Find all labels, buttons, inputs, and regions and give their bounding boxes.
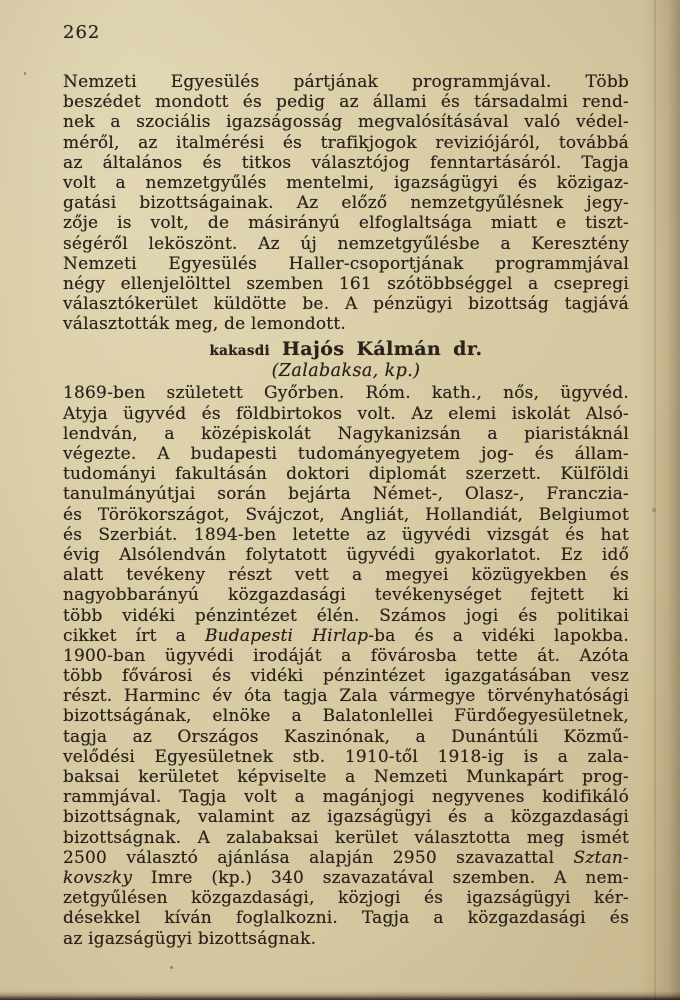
text-line: választókerület küldötte be. A pénzügyi bizottság tagjává <box>63 294 629 315</box>
text-line: kovszky Imre (kp.) 340 szavazatával szemben. A nem- <box>63 867 629 888</box>
text-line: désekkel kíván foglalkozni. Tagja a közgazdasági és <box>63 908 629 929</box>
entry-heading <box>63 337 629 361</box>
text-line: Nemzeti Egyesülés pártjának programmjával. Több <box>63 72 629 92</box>
text-line: és Törökországot, Svájczot, Angliát, Hollandiát, Belgiumot <box>63 504 629 525</box>
text-line: és Szerbiát. 1894-ben letette az ügyvédi vizsgát és hat <box>63 524 629 545</box>
text-line: tanulmányútjai során bejárta Német-, Olasz-, Franczia- <box>63 484 629 505</box>
text-line: bizottságnak, valamint az igazságügyi és a közgazdasági <box>63 807 629 828</box>
text-line: alatt tevékeny részt vett a megyei közügyekben és <box>63 565 629 586</box>
paper-speck <box>24 72 26 75</box>
text-line: 2500 választó ajánlása alapján 2950 szavazattal Sztan- <box>63 847 629 868</box>
text-line: tudományi fakultásán doktori diplomát szerzett. Külföldi <box>63 464 629 485</box>
text-line: lendván, a középiskolát Nagykanizsán a piaristáknál <box>63 423 629 444</box>
text-line: több vidéki pénzintézet élén. Számos jogi és politikai <box>63 605 629 626</box>
text-line: gatási bizottságainak. Az előző nemzetgyűlésnek jegy- <box>63 193 629 214</box>
text-line: rammjával. Tagja volt a magánjogi negyvenes kodifikáló <box>63 787 629 808</box>
text-line: választották meg, de lemondott. <box>63 314 346 335</box>
text-line: részt. Harminc év óta tagja Zala vármegye törvényhatósági <box>63 686 629 707</box>
text-line: tagja az Országos Kaszinónak, a Dunántúli Közmű- <box>63 726 629 747</box>
text-line: nagyobbarányú közgazdasági tevékenységet fejtett ki <box>63 585 629 606</box>
text-line: az általános és titkos választójog fenntartásáról. Tagja <box>63 152 629 173</box>
text-line: Atyja ügyvéd és földbirtokos volt. Az elemi iskolát Alsó- <box>63 403 629 424</box>
page-right-groove <box>654 0 656 1000</box>
text-line: négy ellenjelölttel szemben 161 szótöbbséggel a csepregi <box>63 273 629 294</box>
page-text-block <box>63 72 629 949</box>
text-line: velődési Egyesületnek stb. 1910-től 1918-ig is a zala- <box>63 746 629 767</box>
text-line: beszédet mondott és pedig az állami és társadalmi rend- <box>63 92 629 113</box>
page-bottom-edge <box>0 991 680 1000</box>
text-line: ségéről leköszönt. Az új nemzetgyűlésbe a Keresztény <box>63 233 629 254</box>
text-line: bizottságának, elnöke a Balatonlellei Fürdőegyesületnek, <box>63 706 629 727</box>
text-line: méről, az italmérési és trafikjogok reviziójáról, továbbá <box>63 132 629 153</box>
paper-speck <box>170 966 173 969</box>
text-line: nek a szociális igazságosság megvalósításával való védel- <box>63 112 629 133</box>
text-line: volt a nemzetgyűlés mentelmi, igazságügyi és közigaz- <box>63 172 629 193</box>
intro-paragraph <box>63 72 629 334</box>
bio-paragraph <box>63 383 629 948</box>
text-line: végezte. A budapesti tudományegyetem jog- és állam- <box>63 444 629 464</box>
text-line: az igazságügyi bizottságnak. <box>63 928 317 949</box>
text-line: 1869-ben született Győrben. Róm. kath., nős, ügyvéd. <box>63 383 629 404</box>
page-number: 262 <box>63 22 101 43</box>
text-line: több fővárosi és vidéki pénzintézet igazgatásában vesz <box>63 666 629 687</box>
text-line: bizottságnak. A zalabaksai kerület választotta meg ismét <box>63 827 629 848</box>
text-line: Nemzeti Egyesülés Haller-csoportjának programmjával <box>63 253 629 274</box>
text-line: zője is volt, de másirányú elfoglaltsága miatt e tiszt- <box>63 213 629 234</box>
paper-speck <box>652 508 656 512</box>
page-right-edge-shadow <box>640 0 680 1000</box>
text-line: zetgyűlésen közgazdasági, közjogi és igazságügyi kér- <box>63 888 629 909</box>
entry-heading-name: Hajós Kálmán dr. <box>281 338 483 361</box>
entry-subheading: (Zalabaksa, kp.) <box>271 361 421 382</box>
text-line: cikket írt a Budapesti Hirlap-ba és a vidéki lapokba. <box>63 625 629 646</box>
text-line: baksai kerületet képviselte a Nemzeti Munkapárt prog- <box>63 767 629 787</box>
entry-heading-prefix: kakasdi <box>209 343 270 360</box>
text-line: 1900-ban ügyvédi irodáját a fövárosba tette át. Azóta <box>63 645 629 666</box>
text-line: évig Alsólendván folytatott ügyvédi gyakorlatot. Ez idő <box>63 544 629 565</box>
